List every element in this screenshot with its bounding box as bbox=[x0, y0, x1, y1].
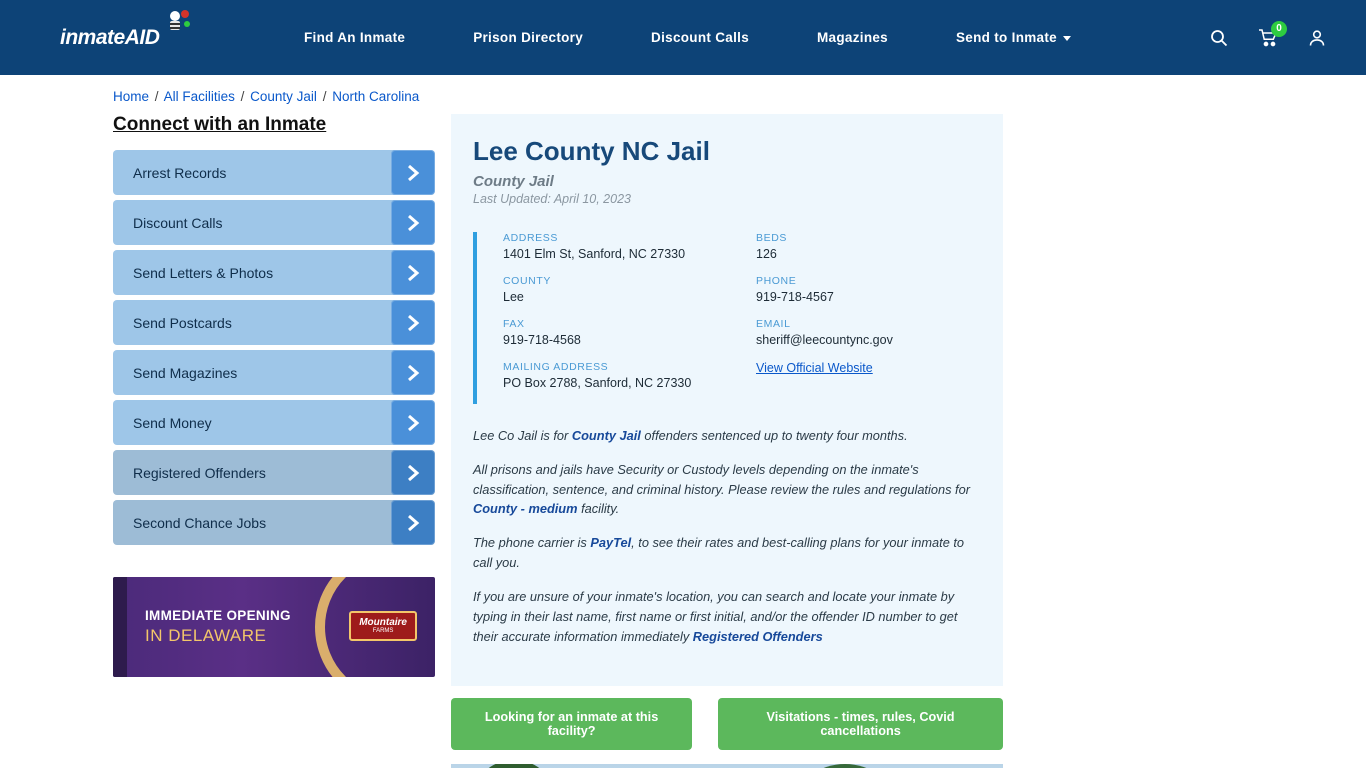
info-website bbox=[756, 361, 977, 375]
breadcrumb-separator: / bbox=[322, 89, 327, 104]
inmate-search-button[interactable]: Looking for an inmate at this facility? bbox=[451, 698, 692, 750]
nav-item-find-an-inmate[interactable] bbox=[270, 30, 439, 45]
county-medium-link[interactable]: County - medium bbox=[473, 501, 578, 517]
info-label: PHONE bbox=[756, 275, 797, 287]
site-header bbox=[0, 0, 1366, 75]
nav-item-send-to-inmate[interactable] bbox=[922, 30, 1105, 45]
ad-brand-logo bbox=[349, 611, 417, 641]
info-value: 919-718-4568 bbox=[503, 333, 581, 347]
description-paragraph-1 bbox=[473, 426, 977, 446]
nav-label: Prison Directory bbox=[473, 30, 584, 45]
chevron-right-icon bbox=[391, 200, 435, 245]
logo-text-primary: inmate bbox=[60, 26, 125, 49]
info-mailing-address bbox=[503, 361, 740, 390]
facility-type: County Jail bbox=[473, 173, 554, 190]
description-paragraph-2 bbox=[473, 460, 977, 519]
p2-text-b: facility. bbox=[577, 501, 620, 517]
sidebar-item-discount-calls[interactable] bbox=[113, 200, 435, 245]
ad-brand-sub: FARMS bbox=[372, 628, 394, 634]
facility-info-left-column bbox=[503, 232, 740, 404]
nav-label: Discount Calls bbox=[651, 30, 750, 45]
info-email bbox=[756, 318, 977, 347]
main-content bbox=[451, 114, 1003, 768]
sidebar-item-label: Send Letters & Photos bbox=[133, 264, 274, 281]
info-value: sheriff@leecountync.gov bbox=[756, 333, 893, 347]
sidebar-item-registered-offenders[interactable] bbox=[113, 450, 435, 495]
nav-label: Send to Inmate bbox=[956, 30, 1057, 45]
nav-label: Magazines bbox=[817, 30, 888, 45]
nav-label: Find An Inmate bbox=[304, 30, 406, 45]
sidebar-item-label: Registered Offenders bbox=[133, 464, 266, 481]
info-label: COUNTY bbox=[503, 275, 551, 287]
facility-info-block bbox=[473, 232, 977, 404]
p2-text-a: All prisons and jails have Security or Custody levels depending on the inmate's classification, sentence, and criminal history. Please review the rules and regulations for bbox=[473, 461, 970, 497]
p3-text-a: The phone carrier is bbox=[473, 535, 591, 551]
info-value: 126 bbox=[756, 247, 777, 261]
sidebar-item-label: Second Chance Jobs bbox=[133, 514, 267, 531]
breadcrumb-separator: / bbox=[154, 89, 159, 104]
info-label: BEDS bbox=[756, 232, 787, 244]
chevron-right-icon bbox=[391, 350, 435, 395]
sidebar-item-label: Send Magazines bbox=[133, 364, 238, 381]
chevron-right-icon bbox=[391, 300, 435, 345]
info-label: MAILING ADDRESS bbox=[503, 361, 609, 373]
breadcrumb-item-north-carolina[interactable]: North Carolina bbox=[332, 89, 420, 104]
info-value: 919-718-4567 bbox=[756, 290, 834, 304]
site-logo[interactable] bbox=[60, 16, 200, 60]
info-address bbox=[503, 232, 740, 261]
facility-description bbox=[473, 426, 977, 646]
facility-card bbox=[451, 114, 1003, 686]
user-icon[interactable] bbox=[1308, 29, 1326, 47]
sidebar-item-label: Arrest Records bbox=[133, 164, 227, 181]
search-icon[interactable] bbox=[1210, 29, 1228, 47]
description-paragraph-4 bbox=[473, 587, 977, 646]
logo-text bbox=[60, 27, 159, 48]
ad-line-2: IN DELAWARE bbox=[145, 626, 267, 645]
info-fax bbox=[503, 318, 740, 347]
sidebar-item-send-letters-photos[interactable] bbox=[113, 250, 435, 295]
cart-icon[interactable] bbox=[1258, 22, 1282, 47]
registered-offenders-link[interactable]: Registered Offenders bbox=[692, 628, 823, 644]
chevron-down-icon bbox=[1063, 36, 1071, 41]
chevron-right-icon bbox=[391, 150, 435, 195]
ad-accent-bar bbox=[113, 577, 127, 677]
last-updated: Last Updated: April 10, 2023 bbox=[473, 192, 631, 206]
p1-text-a: Lee Co Jail is for bbox=[473, 428, 572, 443]
p4-text-a: If you are unsure of your inmate's location, you can search and locate your inmate by typing in their last name, first name or first initial, and/or the offender ID number to get their accurate information immediately bbox=[473, 588, 958, 644]
breadcrumb-item-home[interactable]: Home bbox=[113, 89, 150, 104]
facility-info-right-column bbox=[740, 232, 977, 404]
info-county bbox=[503, 275, 740, 304]
breadcrumb-separator: / bbox=[240, 89, 245, 104]
sidebar-item-label: Send Money bbox=[133, 414, 212, 431]
sidebar-item-label: Discount Calls bbox=[133, 214, 223, 231]
nav-item-magazines[interactable] bbox=[783, 30, 922, 45]
info-label: EMAIL bbox=[756, 318, 791, 330]
logo-text-secondary: AID bbox=[124, 26, 160, 49]
chevron-right-icon bbox=[391, 500, 435, 545]
official-website-link[interactable]: View Official Website bbox=[756, 361, 873, 375]
info-value: 1401 Elm St, Sanford, NC 27330 bbox=[503, 247, 686, 261]
tree-right bbox=[797, 764, 893, 768]
sidebar bbox=[113, 114, 435, 677]
nav-item-discount-calls[interactable] bbox=[617, 30, 783, 45]
info-label: ADDRESS bbox=[503, 232, 558, 244]
cart-count-badge: 0 bbox=[1271, 21, 1287, 37]
info-value: PO Box 2788, Sanford, NC 27330 bbox=[503, 376, 692, 390]
county-jail-link[interactable]: County Jail bbox=[571, 428, 641, 443]
page-body bbox=[0, 114, 1366, 768]
main-navigation bbox=[270, 30, 1210, 45]
ad-line-1: IMMEDIATE OPENING bbox=[145, 608, 291, 623]
sidebar-advertisement[interactable] bbox=[113, 577, 435, 677]
p1-text-b: offenders sentenced up to twenty four months. bbox=[640, 428, 908, 443]
info-beds bbox=[756, 232, 977, 261]
sidebar-item-label: Send Postcards bbox=[133, 314, 232, 331]
breadcrumb-item-county-jail[interactable]: County Jail bbox=[250, 89, 317, 104]
paytel-link[interactable]: PayTel bbox=[590, 535, 632, 551]
description-paragraph-3 bbox=[473, 533, 977, 573]
ad-text bbox=[127, 608, 291, 646]
breadcrumb bbox=[0, 75, 1366, 114]
ad-brand-name: Mountaire bbox=[359, 617, 407, 628]
p3-text-b: , to see their rates and best-calling plans for your inmate to call you. bbox=[473, 535, 965, 571]
facility-photo bbox=[451, 764, 1003, 768]
breadcrumb-item-all-facilities[interactable]: All Facilities bbox=[163, 89, 235, 104]
sidebar-item-send-postcards[interactable] bbox=[113, 300, 435, 345]
sidebar-item-send-money[interactable] bbox=[113, 400, 435, 445]
page-title: Lee County NC Jail bbox=[473, 136, 710, 166]
info-phone bbox=[756, 275, 977, 304]
nav-item-prison-directory[interactable] bbox=[439, 30, 617, 45]
sidebar-title: Connect with an Inmate bbox=[113, 114, 327, 135]
visitations-button[interactable]: Visitations - times, rules, Covid cancellations bbox=[718, 698, 1003, 750]
chevron-right-icon bbox=[391, 250, 435, 295]
header-icon-group bbox=[1210, 22, 1336, 47]
chevron-right-icon bbox=[391, 450, 435, 495]
sidebar-item-arrest-records[interactable] bbox=[113, 150, 435, 195]
cta-button-row bbox=[451, 698, 1003, 750]
info-value: Lee bbox=[503, 290, 524, 304]
chevron-right-icon bbox=[391, 400, 435, 445]
tree-left bbox=[477, 764, 551, 768]
inmate-mascot-icon bbox=[166, 8, 192, 34]
sidebar-item-send-magazines[interactable] bbox=[113, 350, 435, 395]
info-label: FAX bbox=[503, 318, 525, 330]
sidebar-item-second-chance-jobs[interactable] bbox=[113, 500, 435, 545]
